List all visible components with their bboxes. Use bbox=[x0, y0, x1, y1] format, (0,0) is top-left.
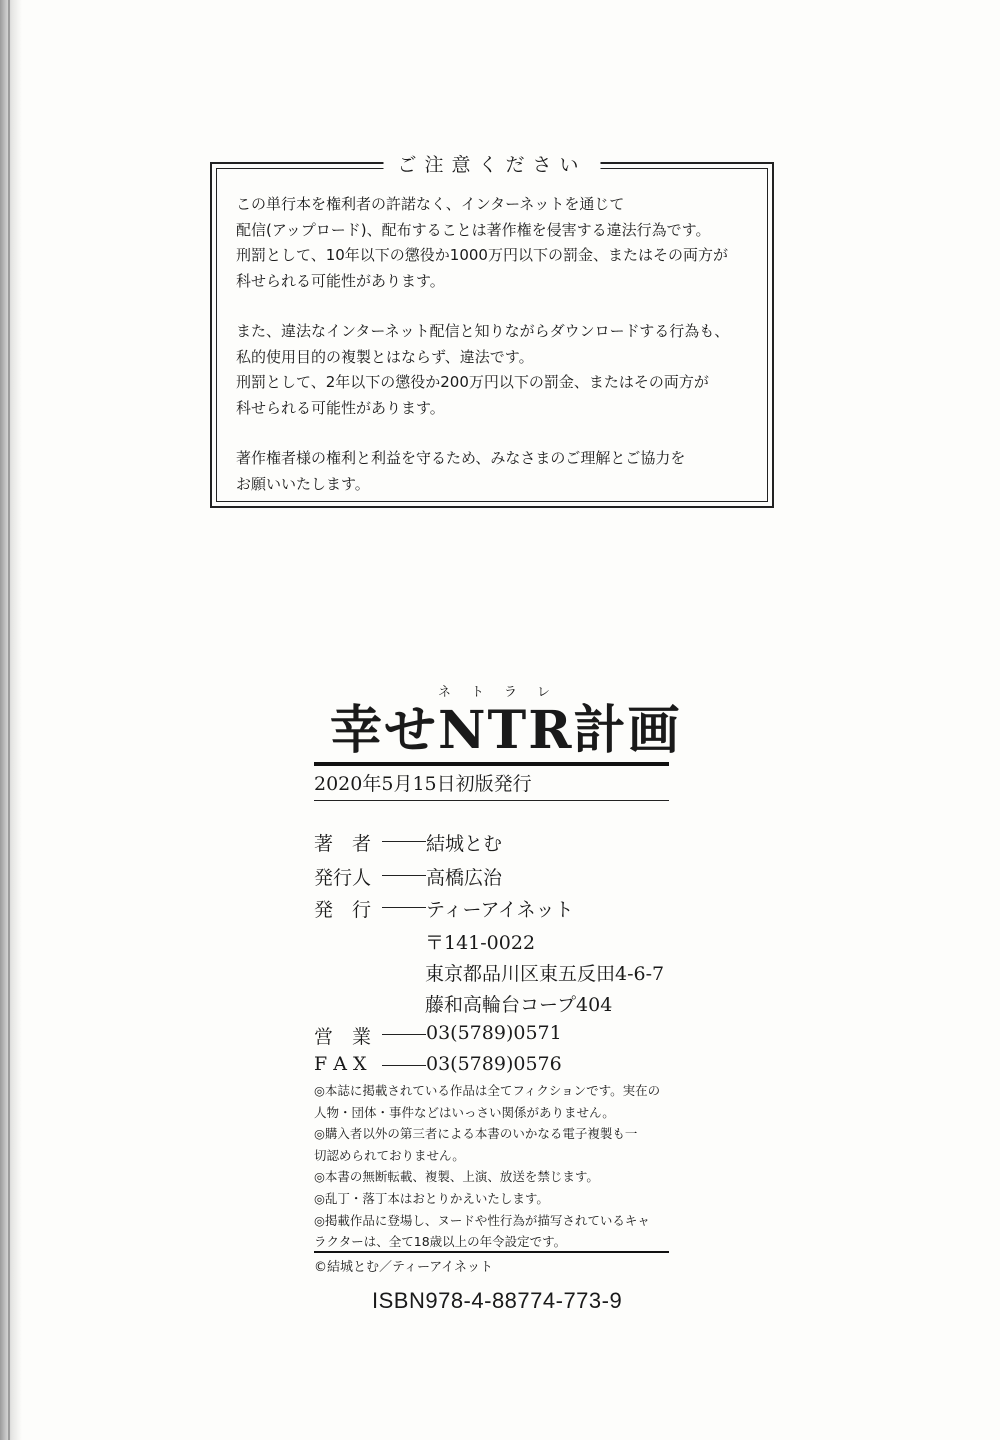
book-title: 幸せNTR計画 bbox=[330, 700, 682, 761]
notice-box bbox=[210, 154, 774, 508]
publisher-row bbox=[314, 895, 574, 922]
notice-paragraph-download: また、違法なインターネット配信と知りながらダウンロードする行為も、 私的使用目的の複製とはならず、違法です。 刑罰として、2年以下の懲役か200万円以下の罰金、またはその両方が 科せられる可能性があります。 bbox=[236, 322, 730, 417]
publication-date: 2020年5月15日初版発行 bbox=[314, 773, 532, 795]
scan-edge bbox=[0, 0, 22, 1440]
sales-phone: 03(5789)0571 bbox=[426, 1022, 562, 1044]
scan-edge-line bbox=[8, 0, 10, 1440]
copyright: ©結城とむ／ティーアイネット bbox=[314, 1260, 494, 1275]
fax-row bbox=[314, 1053, 562, 1075]
note-item: ◎本書の無断転載、複製、上演、放送を禁じます。 bbox=[314, 1169, 599, 1185]
ruby-char: ト bbox=[470, 685, 484, 700]
sales-row bbox=[314, 1022, 562, 1049]
note-item: ◎乱丁・落丁本はおとりかえいたします。 bbox=[314, 1190, 549, 1206]
author-name: 結城とむ bbox=[426, 833, 503, 855]
author-label: 著 者 bbox=[314, 833, 372, 855]
ruby-char: レ bbox=[536, 685, 550, 700]
notes-rule bbox=[314, 1251, 669, 1253]
publisher-label: 発 行 bbox=[314, 899, 372, 921]
legal-notes bbox=[314, 1080, 674, 1253]
issuer-label: 発行人 bbox=[314, 867, 372, 889]
note-item: ◎購入者以外の第三者による本書のいかなる電子複製も一 切認められておりません。 bbox=[314, 1126, 638, 1163]
sales-label: 営 業 bbox=[314, 1026, 372, 1048]
leader-dash bbox=[382, 841, 426, 842]
postal-code: 〒141-0022 bbox=[425, 932, 536, 954]
issuer-row bbox=[314, 863, 502, 890]
title-rule bbox=[314, 762, 669, 766]
leader-dash bbox=[382, 875, 426, 876]
fax-label: F A X bbox=[314, 1053, 367, 1075]
notice-body bbox=[236, 192, 758, 522]
author-row bbox=[314, 829, 502, 856]
leader-dash bbox=[382, 1065, 426, 1066]
ruby-char: ネ bbox=[438, 685, 452, 700]
ruby-char: ラ bbox=[503, 685, 517, 700]
notice-title: ご注意ください bbox=[383, 150, 600, 177]
notice-paragraph-request: 著作権者様の権利と利益を守るため、みなさまのご理解とご協力を お願いいたします。 bbox=[236, 449, 686, 493]
leader-dash bbox=[382, 1034, 426, 1035]
isbn: ISBN978-4-88774-773-9 bbox=[372, 1288, 623, 1313]
date-rule bbox=[314, 800, 669, 801]
notice-paragraph-upload: この単行本を権利者の許諾なく、インターネットを通じて 配信(アップロード)、配布することは著作権を侵害する違法行為です。 刑罰として、10年以下の懲役か1000万円以下の罰金、またはその両方が 科せられる可能性があります。 bbox=[236, 195, 728, 290]
note-item: ◎掲載作品に登場し、ヌードや性行為が描写されているキャ ラクターは、全て18歳以上の年令設定です。 bbox=[314, 1212, 650, 1250]
leader-dash bbox=[382, 907, 426, 908]
address-line-2: 藤和高輪台コープ404 bbox=[425, 994, 613, 1016]
note-item: ◎本誌に掲載されている作品は全てフィクションです。実在の 人物・団体・事件などはいっさい関係がありません。 bbox=[314, 1083, 661, 1120]
issuer-name: 高橋広治 bbox=[426, 867, 503, 889]
publisher-name: ティーアイネット bbox=[426, 899, 574, 921]
fax-number: 03(5789)0576 bbox=[426, 1053, 562, 1075]
address-line-1: 東京都品川区東五反田4-6-7 bbox=[425, 963, 665, 985]
